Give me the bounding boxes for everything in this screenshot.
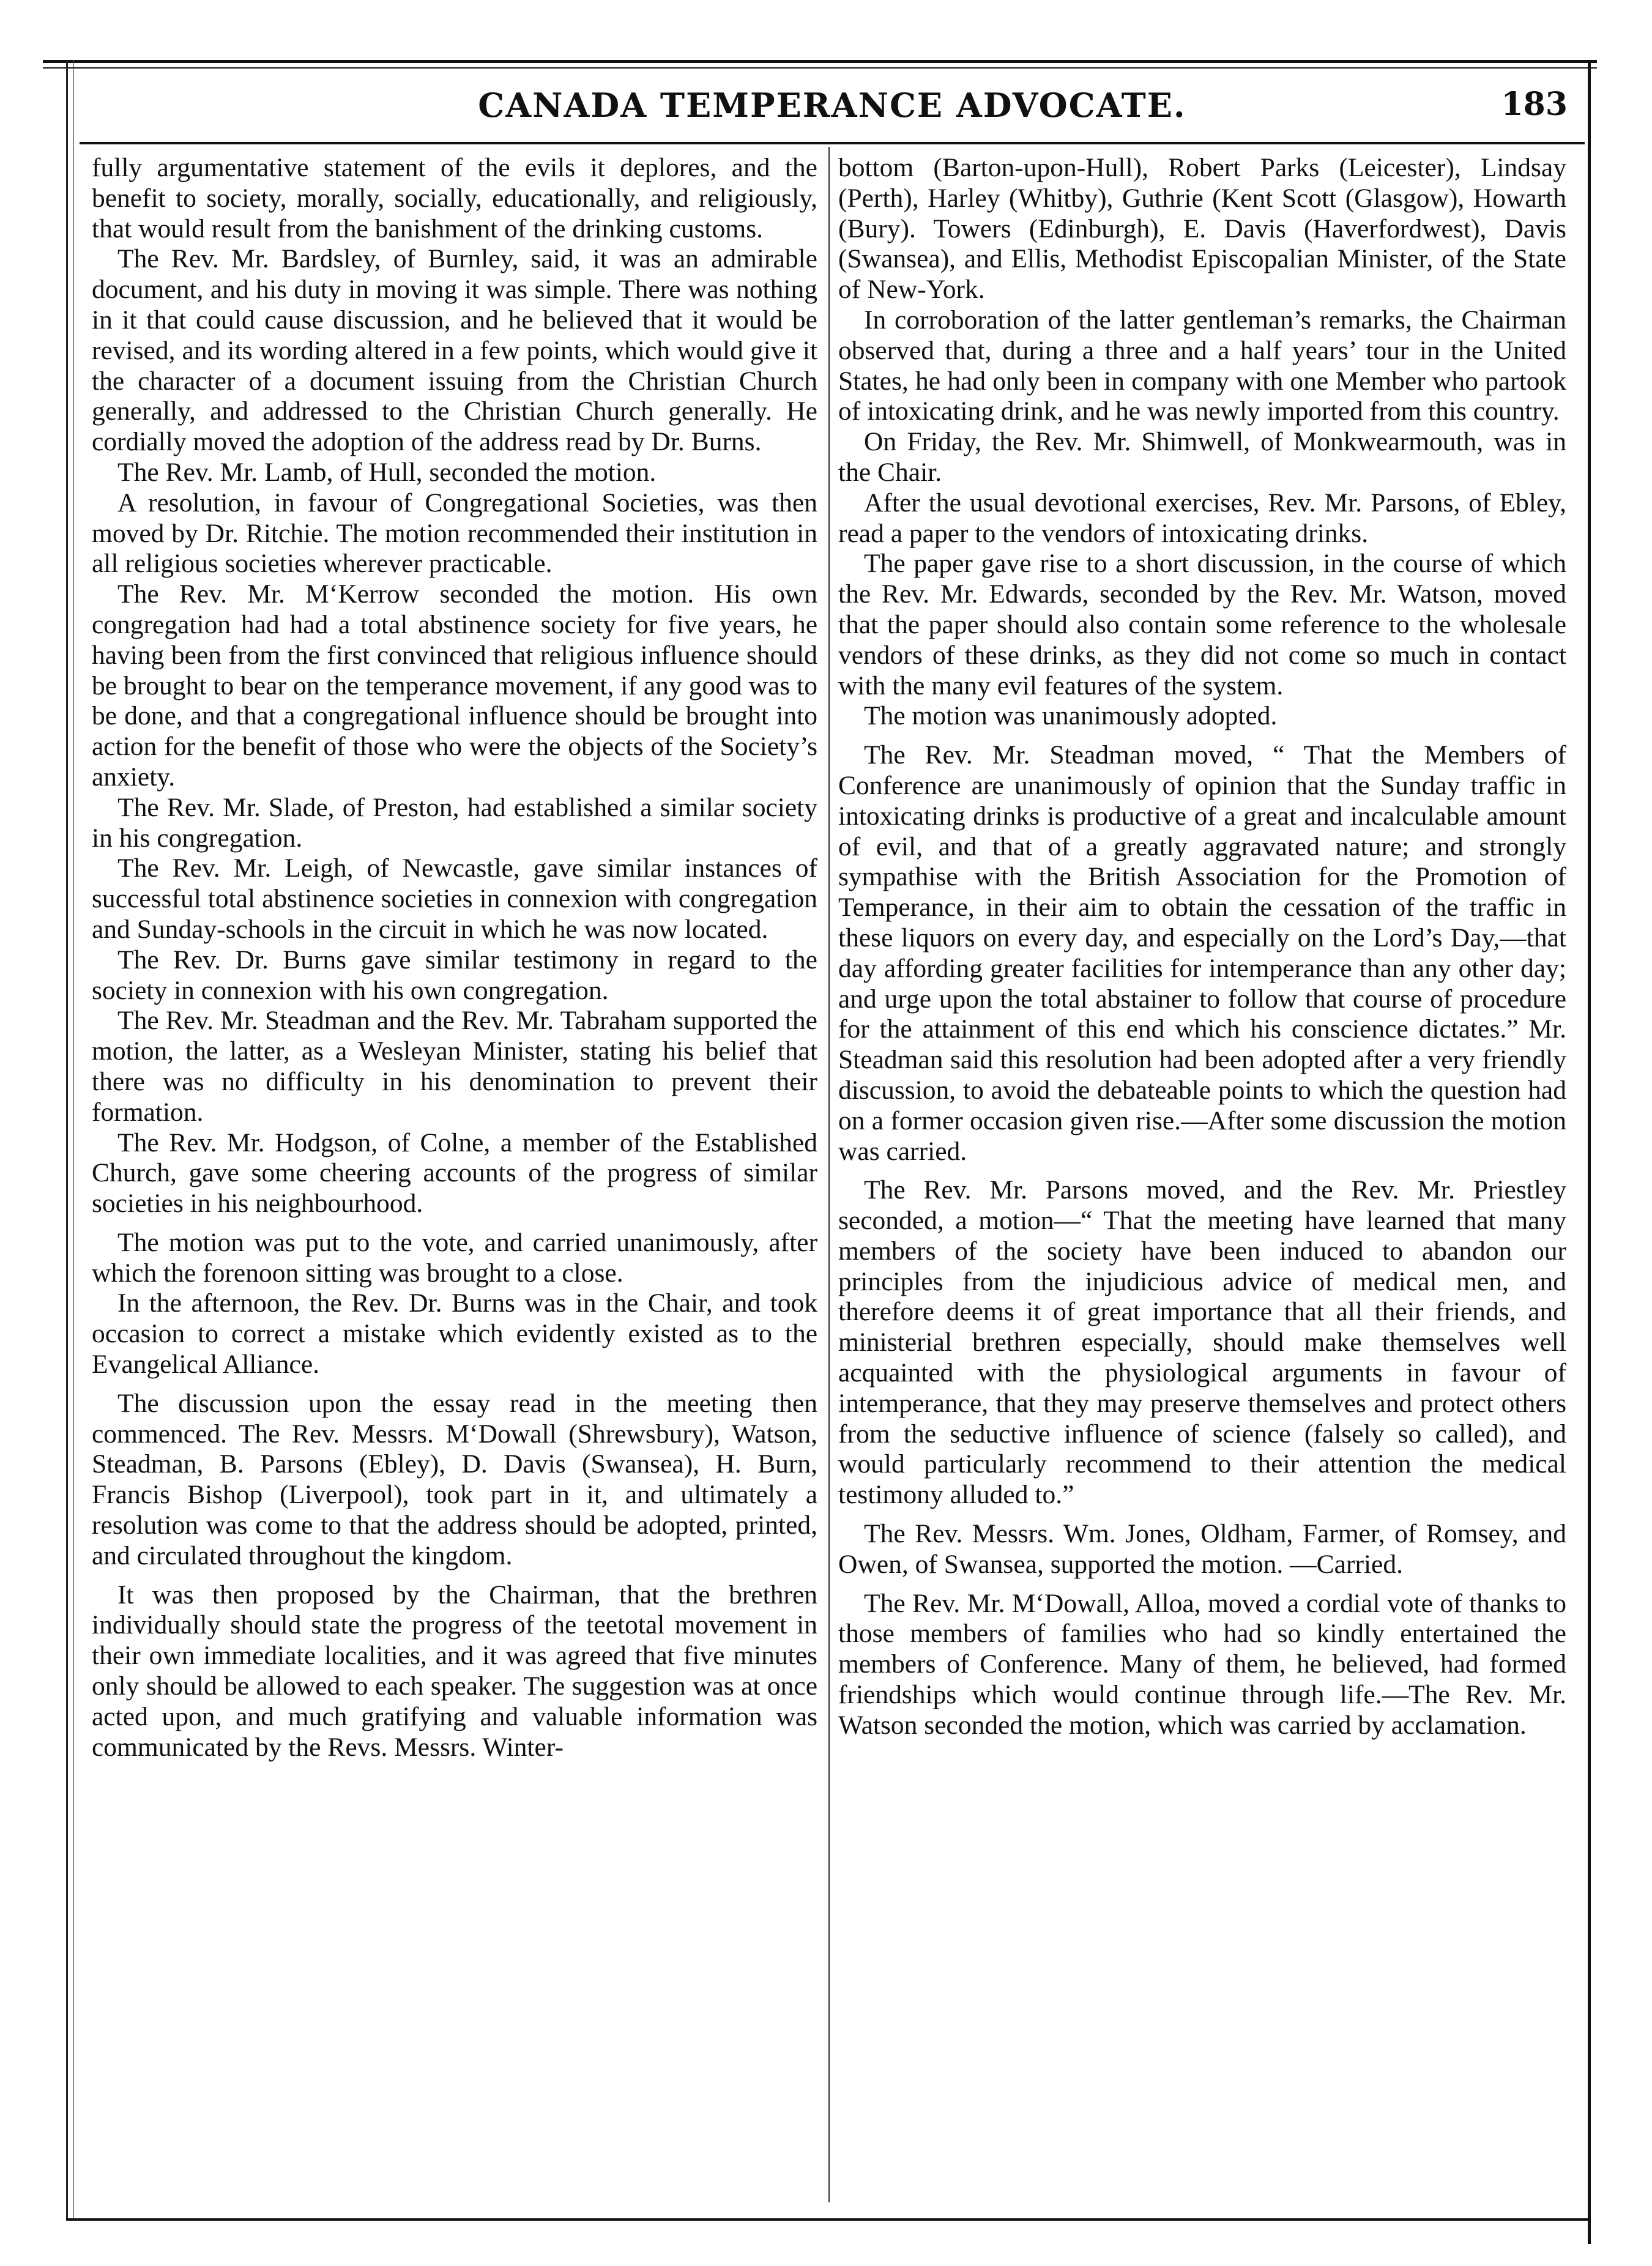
paragraph: The Rev. Mr. Hodgson, of Colne, a member of the Established Church, gave some cheering accounts of the progress of similar societies in his neighbourhood. xyxy=(92,1127,817,1219)
paragraph: The Rev. Mr. Steadman and the Rev. Mr. Tabraham supported the motion, the latter, as a Wesleyan Minister, stating his belief that there was no difficulty in his denomination to prevent their formation. xyxy=(92,1006,817,1127)
paragraph: A resolution, in favour of Congregational Societies, was then moved by Dr. Ritchie. The motion recommended their institution in all religious societies wherever practicable. xyxy=(92,488,817,579)
bottom-border-rule xyxy=(66,2218,1590,2221)
right-border-rule xyxy=(1588,60,1591,2244)
paragraph: The Rev. Mr. Slade, of Preston, had established a similar society in his congregation. xyxy=(92,792,817,853)
paragraph: The Rev. Mr. Leigh, of Newcastle, gave similar instances of successful total abstinence societies in connexion with congregation and Sunday-schools in the circuit in which he was now located. xyxy=(92,853,817,944)
paragraph: The discussion upon the essay read in the meeting then commenced. The Rev. Messrs. M‘Dowall (Shrewsbury), Watson, Steadman, B. Parsons (Ebley), D. Davis (Swansea), H. Burn, Francis Bishop (Liverpool), took part in it, and ultimately a resolution was come to that the address should be adopted, printed, and circulated throughout the kingdom. xyxy=(92,1388,817,1570)
paragraph: The Rev. Mr. Lamb, of Hull, seconded the motion. xyxy=(117,457,657,487)
paragraph: The Rev. Messrs. Wm. Jones, Oldham, Farmer, of Romsey, and Owen, of Swansea, supported the motion. —Carried. xyxy=(838,1519,1566,1579)
header-rule xyxy=(80,142,1585,144)
paragraph: The Rev. Dr. Burns gave similar testimony in regard to the society in connexion with his own congregation. xyxy=(92,945,817,1005)
paragraph: After the usual devotional exercises, Rev. Mr. Parsons, of Ebley, read a paper to the vendors of intoxicating drinks. xyxy=(838,488,1566,548)
top-border-thin-rule xyxy=(43,67,1597,69)
paragraph: The paper gave rise to a short discussion, in the course of which the Rev. Mr. Edwards, seconded by the Rev. Mr. Watson, moved that the paper should also contain some reference to the wholesale vendors of these drinks, as they did not come so much in contact with the many evil features of the system. xyxy=(838,549,1566,700)
paragraph: The Rev. Mr. Bardsley, of Burnley, said, it was an admirable document, and his duty in moving it was simple. There was nothing in it that could cause discussion, and he believed that it would be revised, and its wording altered in a few points, which would give it the character of a document issuing from the Christian Church generally, and addressed to the Christian Church generally. He cordially moved the adoption of the address read by Dr. Burns. xyxy=(92,244,817,457)
paragraph: The Rev. Mr. Steadman moved, “ That the Members of Conference are unanimously of opinion that the Sunday traffic in intoxicating drinks is productive of a great and incalculable amount of evil, and that of a greatly aggravated nature; and strongly sympathise with the British Association for the Promotion of Temperance, in their aim to obtain the cessation of the traffic in these liquors on every day, and especially on the Lord’s Day,—that day affording greater facilities for intemperance than any other day; and urge upon the total abstainer to follow that course of procedure for the attainment of this end which his conscience dictates.” Mr. Steadman said this resolution had been adopted after a very friendly discussion, to avoid the debateable points to which the question had on a former occasion given rise.—After some discussion the motion was carried. xyxy=(838,740,1566,1166)
paragraph: The Rev. Mr. Parsons moved, and the Rev. Mr. Priestley seconded, a motion—“ That the meeting have learned that many members of the society have been induced to abandon our principles from the injudicious advice of medical men, and therefore deems it of great importance that all their friends, and ministerial brethren especially, should make themselves well acquainted with the physiological arguments in favour of intemperance, that they may preserve themselves and protect others from the seductive influence of science (falsely so called), and would particularly recommend to their attention the medical testimony alluded to.” xyxy=(838,1175,1566,1510)
left-border-thin-rule xyxy=(73,60,74,2220)
paragraph: The Rev. Mr. M‘Dowall, Alloa, moved a cordial vote of thanks to those members of families who had so kindly entertained the members of Conference. Many of them, he believed, had formed friendships which would continue through life.—The Rev. Mr. Watson seconded the motion, which was carried by acclamation. xyxy=(838,1588,1566,1740)
paragraph: fully argumentative statement of the evils it deplores, and the benefit to society, morally, socially, educationally, and religiously, that would result from the banishment of the drinking customs. xyxy=(92,153,817,243)
right-column xyxy=(838,153,1566,2208)
journal-title: CANADA TEMPERANCE ADVOCATE. xyxy=(478,86,1186,125)
page-number: 183 xyxy=(1501,86,1568,123)
paragraph: It was then proposed by the Chairman, that the brethren individually should state the progress of the teetotal movement in their own immediate localities, and it was agreed that five minutes only should be allowed to each speaker. The suggestion was at once acted upon, and much gratifying and valuable information was communicated by the Revs. Messrs. Winter- xyxy=(92,1580,817,1762)
paragraph: In corroboration of the latter gentleman’s remarks, the Chairman observed that, during a three and a half years’ tour in the United States, he had only been in company with one Member who partook of intoxicating drink, and he was newly imported from this country. xyxy=(838,305,1566,426)
paragraph: The motion was put to the vote, and carried unanimously, after which the forenoon sitting was brought to a close. xyxy=(92,1227,817,1288)
paragraph: The motion was unanimously adopted. xyxy=(864,701,1278,731)
running-head xyxy=(80,72,1585,139)
paragraph: The Rev. Mr. M‘Kerrow seconded the motion. His own congregation had had a total abstinence society for five years, he having been from the first convinced that religious influence should be brought to bear on the temperance movement, if any good was to be done, and that a congregational influence should be brought into action for the benefit of those who were the objects of the Society’s anxiety. xyxy=(92,579,817,792)
left-column xyxy=(92,153,817,2208)
paragraph: bottom (Barton-upon-Hull), Robert Parks (Leicester), Lindsay (Perth), Harley (Whitby), Guthrie (Kent Scott (Glasgow), Howarth (Bury). Towers (Edinburgh), E. Davis (Haverfordwest), Davis (Swansea), and Ellis, Methodist Episcopalian Minister, of the State of New-York. xyxy=(838,153,1566,305)
top-border-rule xyxy=(43,60,1597,63)
paragraph: In the afternoon, the Rev. Dr. Burns was in the Chair, and took occasion to correct a mistake which evidently existed as to the Evangelical Alliance. xyxy=(92,1288,817,1380)
paragraph: On Friday, the Rev. Mr. Shimwell, of Monkwearmouth, was in the Chair. xyxy=(838,427,1566,487)
column-divider xyxy=(828,147,830,2202)
left-border-rule xyxy=(66,60,68,2220)
